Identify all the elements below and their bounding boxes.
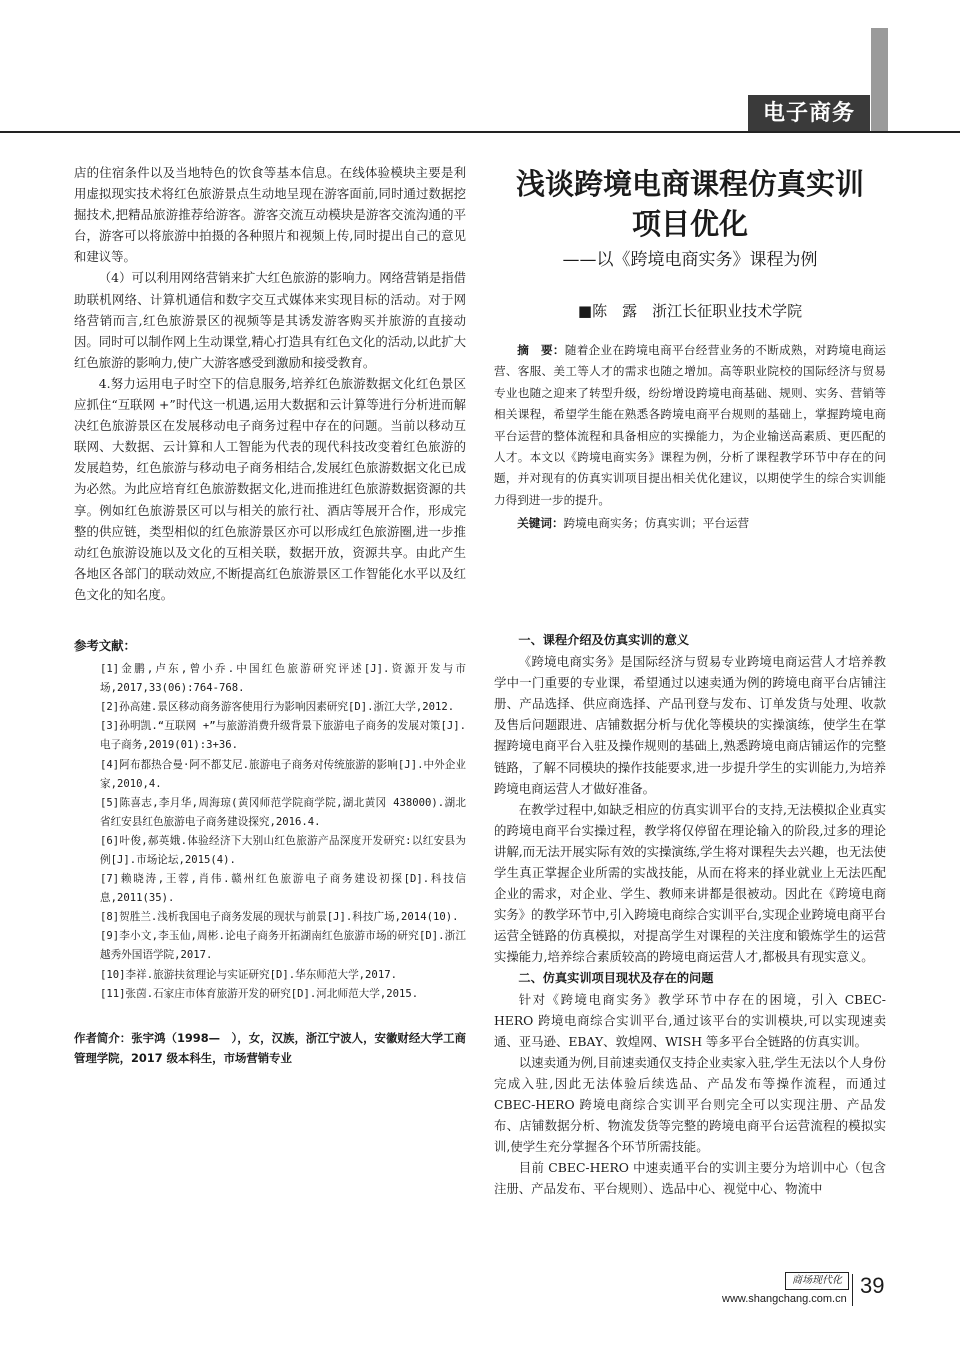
references-list (74, 660, 466, 1004)
left-paragraph-3: 4.努力运用电子时空下的信息服务,培养红色旅游数据文化红色景区应抓住“互联网 +”时代这一机遇,运用大数据和云计算等进行分析进而解决红色旅游景区在发展移动电子商务过程中存在的问题。当前以移动互联网、大数据、云计算和人工智能为代表的现代科技改变着红色旅游的发展趋势，红色旅游与移动电子商务相结合,发展红色旅游数据文化已成为必然。为此应培育红色旅游数据文化,进而推进红色旅游数据资源的共享。例如红色旅游景区可以与相关的旅行社、酒店等展开合作，形成完整的供应链，类型相似的红色旅游景区亦可以形成红色旅游圈,进一步推动红色旅游设施以及文化的互相关联，数据开放，资源共享。由此产生各地区各部门的联动效应,不断提高红色旅游景区工作智能化水平以及红色文化的知名度。 (74, 375, 466, 602)
author-name: 陈 露 (592, 302, 638, 320)
header-rule (0, 131, 960, 133)
reference-item: [7]赖晓涛,王蓉,肖伟.赣州红色旅游电子商务建设初探[D].科技信息,2011(35). (100, 873, 466, 905)
reference-item: [9]李小文,李玉仙,周彬.论电子商务开拓湖南红色旅游市场的研究[D].浙江越秀外国语学院,2017. (100, 930, 466, 962)
section-tag: 电子商务 (748, 95, 870, 133)
abstract-block (494, 340, 886, 535)
footer-divider (852, 1274, 853, 1306)
reference-item: [10]李祥.旅游扶贫理论与实证研究[D].华东师范大学,2017. (100, 968, 397, 981)
journal-url: www.shangchang.com.cn (722, 1293, 847, 1305)
article-title-line-2: 项目优化 (631, 207, 748, 241)
reference-item: [4]阿布都热合曼·阿不都艾尼.旅游电子商务对传统旅游的影响[J].中外企业家,2010,4. (100, 758, 466, 790)
body-paragraph-3: 针对《跨境电商实务》教学环节中存在的困境，引入 CBEC-HERO 跨境电商综合实训平台,通过该平台的实训模块,可以实现速卖通、亚马逊、EBAY、敦煌网、WISH 等多平台全链路的仿真实训。 (494, 991, 886, 1049)
keywords-label: 关键词： (517, 516, 564, 531)
author-bio: 作者简介：张宇鸿（1998— ），女，汉族，浙江宁波人，安徽财经大学工商管理学院，2017 级本科生，市场营销专业 (74, 1030, 466, 1065)
reference-item: [6]叶俊,郝英娥.体验经济下大别山红色旅游产品深度开发研究:以红安县为例[J].市场论坛,2015(4). (100, 834, 466, 866)
reference-item: [5]陈喜志,李月华,周海琼(黄冈师范学院商学院,湖北黄冈 438000).湖北省红安县红色旅游电子商务建设探究,2016.4. (100, 796, 466, 828)
reference-item: [2]孙高建.景区移动商务游客使用行为影响因素研究[D].浙江大学,2012. (100, 701, 455, 714)
left-paragraph-2: （4）可以利用网络营销来扩大红色旅游的影响力。网络营销是指借助联机网络、计算机通信和数字交互式媒体来实现目标的活动。对于网络营销而言,红色旅游景区的视频等是其诱发游客购买并旅游的直接动因。同时可以制作网上生动课堂,精心打造具有红色文化的活动,以此扩大红色旅游的影响力,使广大游客感受到激励和接受教育。 (74, 270, 467, 370)
body-paragraph-5: 目前 CBEC-HERO 中速卖通平台的实训主要分为培训中心（包含注册、产品发布、平台规则）、选品中心、视觉中心、物流中 (494, 1160, 886, 1197)
section-heading-2: 二、仿真实训项目现状及存在的问题 (518, 970, 714, 985)
reference-item: [3]孙明凯.“互联网 +”与旅游消费升级背景下旅游电子商务的发展对策[J].电子商务,2019(01):3+36. (100, 720, 466, 752)
author-affiliation: 浙江长征职业技术学院 (652, 302, 803, 320)
reference-item: [8]贺胜兰.浅析我国电子商务发展的现状与前景[J].科技广场,2014(10). (100, 911, 459, 924)
references-title: 参考文献： (74, 637, 136, 653)
author-line (494, 300, 886, 322)
left-column (74, 162, 466, 1068)
body-paragraph-1: 《跨境电商实务》是国际经济与贸易专业跨境电商运营人才培养教学中一门重要的专业课，希望通过以速卖通为例的跨境电商平台店铺注册、产品选择、供应商选择、产品刊登与发布、订单发货与处理、收款及售后问题跟进、店铺数据分析与优化等模块的实操演练，使学生在掌握跨境电商平台入驻及操作规则的基础上,熟悉跨境电商店铺运作的完整链路，了解不同模块的操作技能要求,进一步提升学生的实训能力,为培养跨境电商运营人才做好准备。 (494, 654, 886, 796)
article-title (494, 164, 886, 244)
journal-logo: 商场现代化 (785, 1272, 849, 1290)
author-mark: ■ (577, 302, 593, 320)
reference-item: [1]金鹏,卢东,曾小乔.中国红色旅游研究评述[J].资源开发与市场,2017,33(06):764-768. (100, 663, 466, 695)
left-paragraph-1: 店的住宿条件以及当地特色的饮食等基本信息。在线体验模块主要是利用虚拟现实技术将红色旅游景点生动地呈现在游客面前,同时通过数据挖掘技术,把精品旅游推荐给游客。游客交流互动模块是游客交流沟通的平台，游客可以将旅游中拍摄的各种照片和视频上传,同时提出自己的意见和建议等。 (74, 165, 466, 265)
abstract-text: 随着企业在跨境电商平台经营业务的不断成熟，对跨境电商运营、客服、美工等人才的需求也随之增加。高等职业院校的国际经济与贸易专业也随之迎来了转型升级，纷纷增设跨境电商基础、规则、实务、营销等相关课程，希望学生能在熟悉各跨境电商平台规则的基础上，掌握跨境电商平台运营的整体流程和具备相应的实操能力，为企业输送高素质、更匹配的人才。本文以《跨境电商实务》课程为例，分析了课程教学环节中存在的问题，并对现有的仿真实训项目提出相关优化建议，以期使学生的综合实训能力得到进一步的提升。 (494, 343, 886, 507)
page-number: 39 (860, 1273, 885, 1298)
header-gray-tab (871, 28, 888, 132)
abstract-label: 摘 要： (517, 343, 565, 357)
right-column (494, 630, 886, 1200)
keywords-text: 跨境电商实务；仿真实训；平台运营 (563, 516, 750, 531)
reference-item: [11]张茵.石家庄市体育旅游开发的研究[D].河北师范大学,2015. (100, 987, 419, 1000)
body-paragraph-2: 在教学过程中,如缺乏相应的仿真实训平台的支持,无法模拟企业真实的跨境电商平台实操过程，教学将仅停留在理论输入的阶段,过多的理论讲解,而无法开展实际有效的实操演练,学生将对课程失去兴趣，也无法使学生真正掌握企业所需的实战技能，从而在将来的择业就业上无法匹配企业的需求，对企业、学生、教师来讲都是很被动。因此在《跨境电商实务》的教学环节中,引入跨境电商综合实训平台,实现企业跨境电商平台运营全链路的仿真模拟，对提高学生对课程的关注度和锻炼学生的运营实操能力,培养综合素质较高的跨境电商运营人才,都极具有现实意义。 (494, 801, 887, 965)
body-paragraph-4: 以速卖通为例,目前速卖通仅支持企业卖家入驻,学生无法以个人身份完成入驻,因此无法体验后续选品、产品发布等操作流程，而通过 CBEC-HERO 跨境电商综合实训平台则完全可以实现注册、产品发布、店铺数据分析、物流发货等完整的跨境电商平台运营流程的模拟实训,使学生充分掌握各个环节所需技能。 (494, 1054, 887, 1155)
article-subtitle: ——以《跨境电商实务》课程为例 (562, 250, 818, 270)
article-title-line-1: 浅谈跨境电商课程仿真实训 (515, 167, 864, 201)
section-heading-1: 一、课程介绍及仿真实训的意义 (518, 633, 690, 647)
